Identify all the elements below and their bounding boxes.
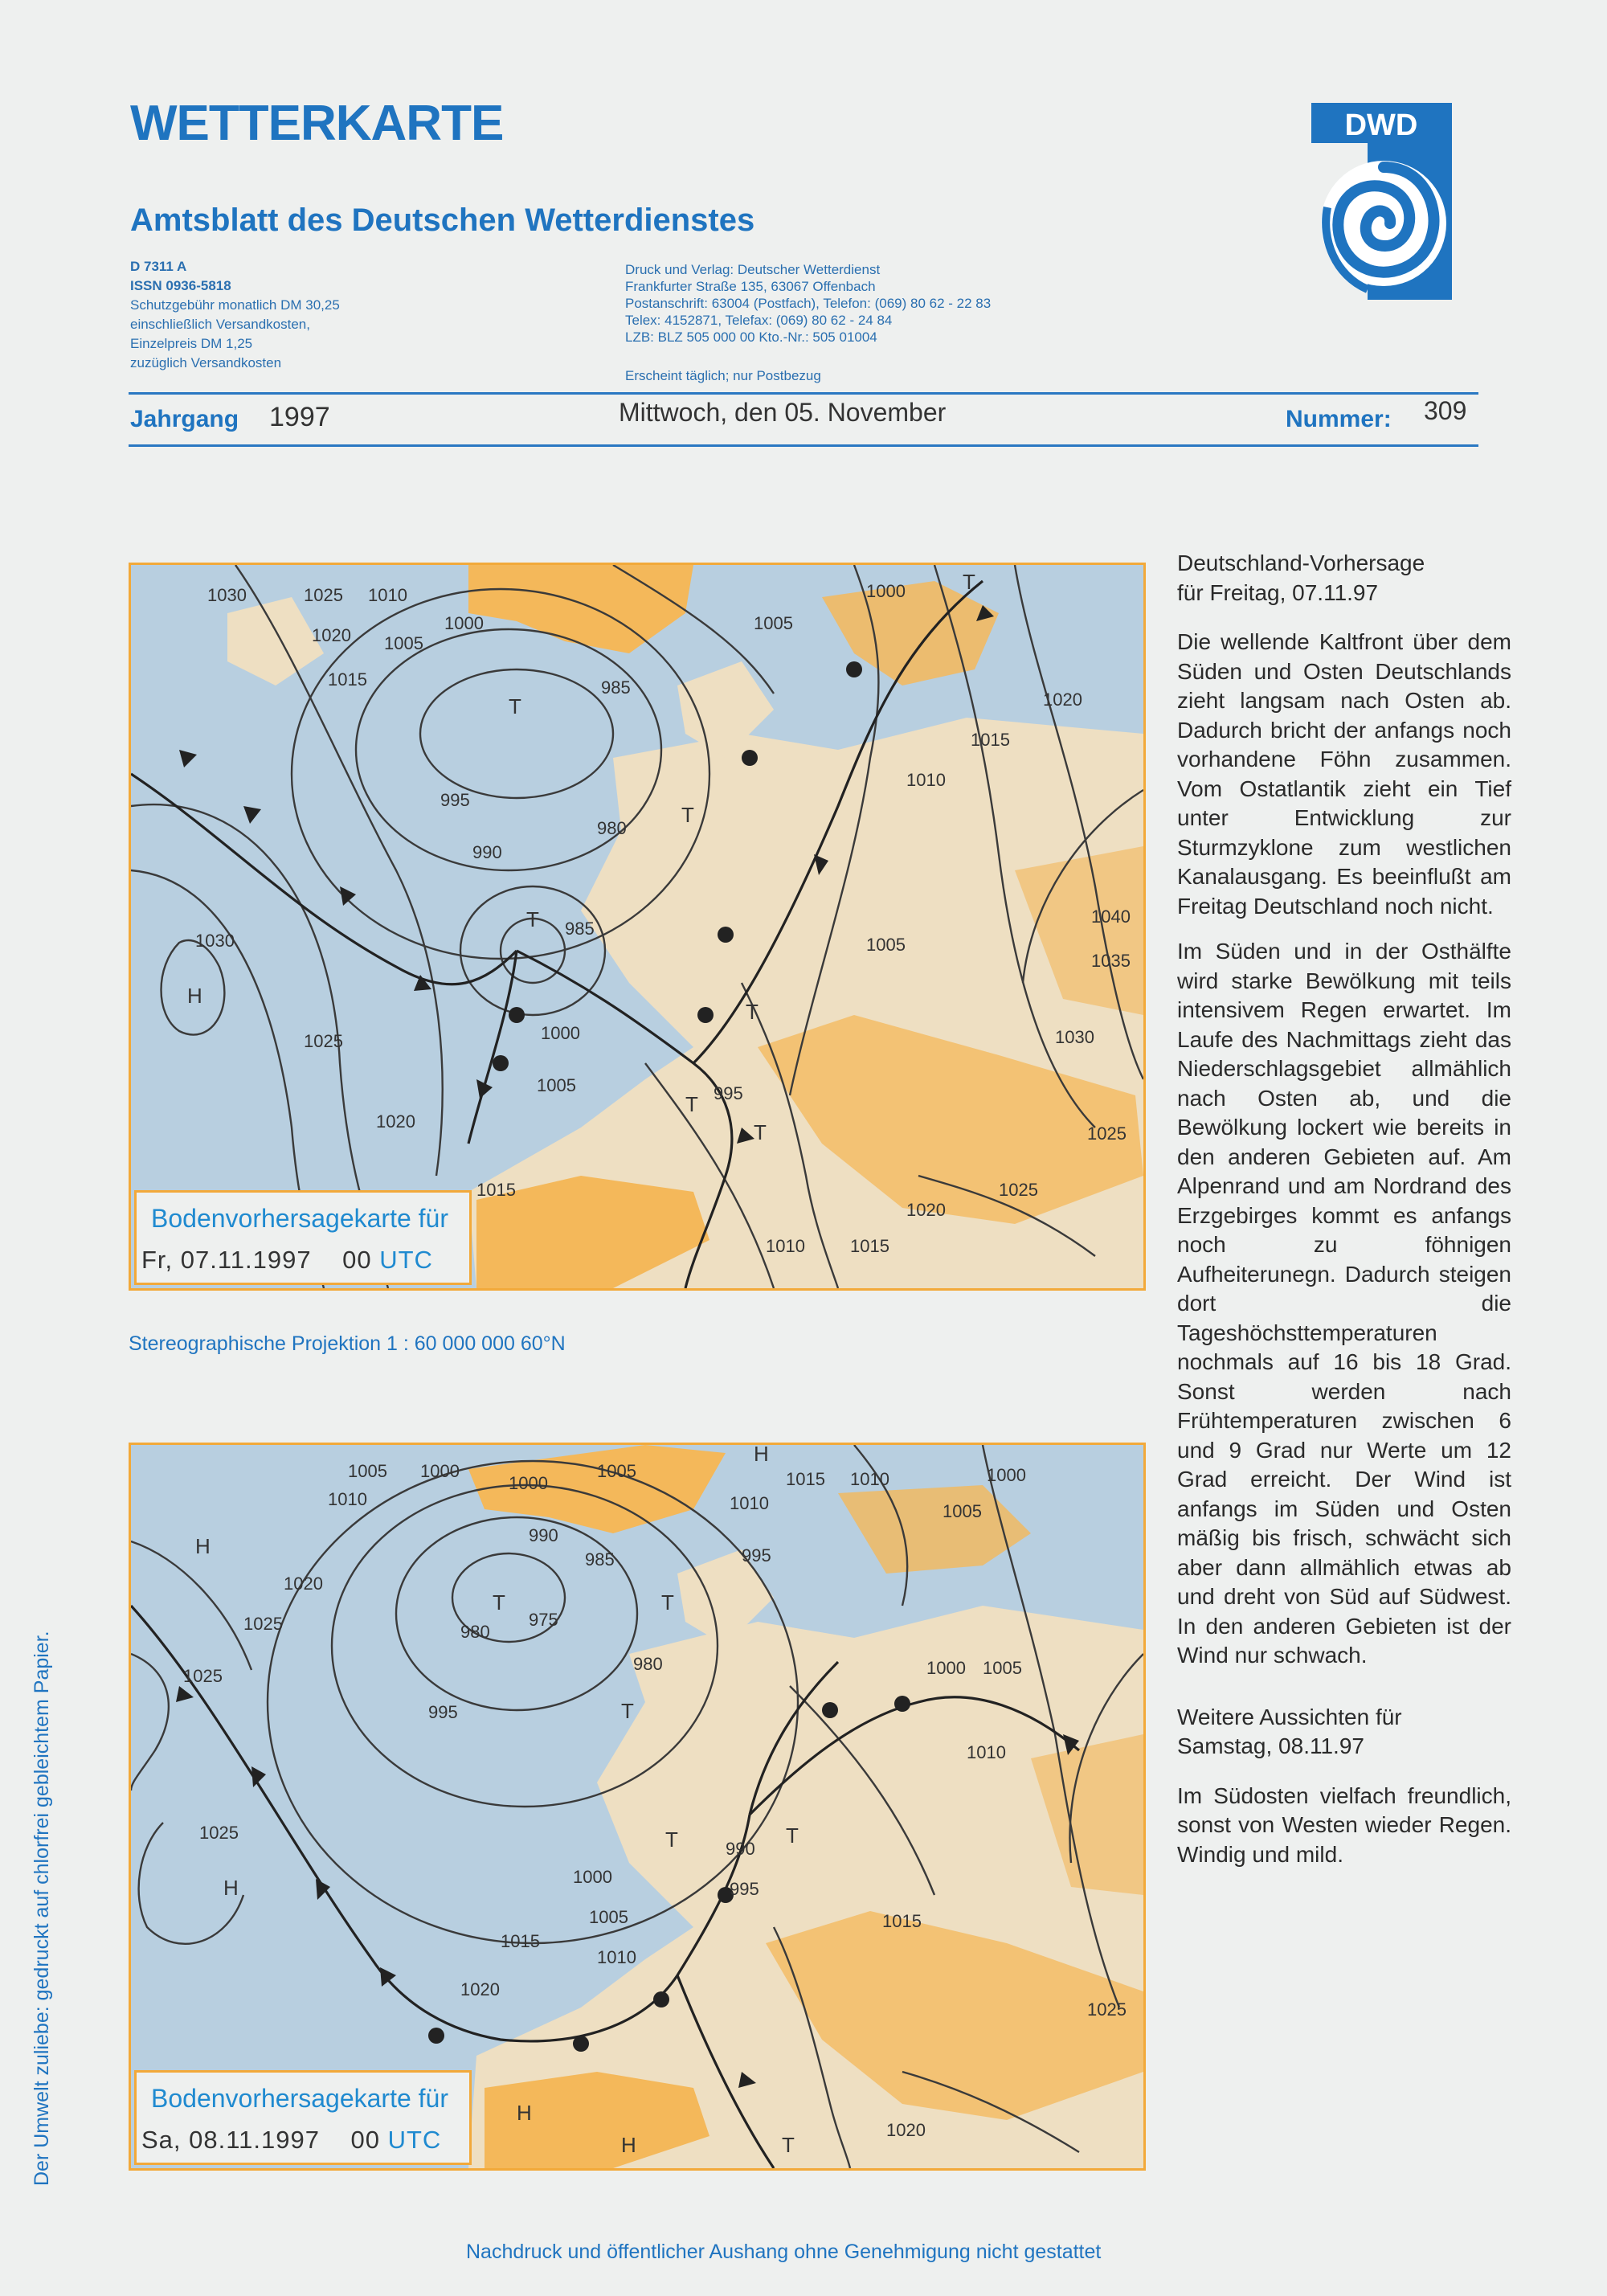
svg-text:T: T bbox=[782, 2133, 795, 2157]
forecast-column bbox=[1177, 549, 1511, 1885]
svg-text:1010: 1010 bbox=[766, 1236, 805, 1256]
svg-text:995: 995 bbox=[730, 1879, 759, 1899]
map-hour: 00 bbox=[342, 1246, 372, 1274]
subscription-info bbox=[130, 257, 340, 373]
forecast-heading-line: für Freitag, 07.11.97 bbox=[1177, 579, 1379, 605]
svg-text:1025: 1025 bbox=[999, 1180, 1038, 1200]
svg-text:T: T bbox=[746, 1000, 759, 1024]
svg-text:H: H bbox=[621, 2133, 636, 2157]
weather-map-2 bbox=[131, 1445, 1143, 2168]
svg-text:T: T bbox=[526, 907, 539, 931]
svg-text:1000: 1000 bbox=[987, 1465, 1026, 1485]
svg-text:1020: 1020 bbox=[312, 625, 351, 645]
svg-text:985: 985 bbox=[585, 1549, 615, 1570]
svg-text:1015: 1015 bbox=[882, 1911, 922, 1931]
svg-text:1035: 1035 bbox=[1091, 951, 1131, 971]
fee-line: zuzüglich Versandkosten bbox=[130, 355, 282, 370]
divider bbox=[129, 444, 1478, 447]
svg-text:995: 995 bbox=[742, 1545, 771, 1565]
publisher-info bbox=[625, 261, 991, 346]
svg-text:1015: 1015 bbox=[971, 730, 1010, 750]
svg-text:1010: 1010 bbox=[850, 1469, 889, 1489]
svg-text:1010: 1010 bbox=[967, 1742, 1006, 1762]
svg-text:1005: 1005 bbox=[754, 613, 793, 633]
svg-text:980: 980 bbox=[460, 1622, 490, 1642]
svg-text:985: 985 bbox=[601, 677, 631, 698]
svg-text:1000: 1000 bbox=[444, 613, 484, 633]
forecast-map-saturday bbox=[129, 1443, 1146, 2171]
outlook-heading bbox=[1177, 1703, 1511, 1762]
map-date: Sa, 08.11.1997 bbox=[141, 2126, 320, 2154]
appearance-note: Erscheint täglich; nur Postbezug bbox=[625, 368, 821, 383]
svg-text:1020: 1020 bbox=[906, 1200, 946, 1220]
environment-note: Der Umwelt zuliebe: gedruckt auf chlorfrei gebleichtem Papier. bbox=[31, 1631, 53, 2186]
svg-text:T: T bbox=[685, 1092, 698, 1116]
svg-text:1010: 1010 bbox=[906, 770, 946, 790]
forecast-heading bbox=[1177, 549, 1511, 608]
svg-text:1040: 1040 bbox=[1091, 907, 1131, 927]
fee-line: einschließlich Versandkosten, bbox=[130, 317, 310, 332]
forecast-paragraph: Im Süden und in der Osthälfte wird starke Bewölkung mit teils intensivem Regen erwartet. Im Laufe des Nachmittags zieht das Niederschlagsgebiet allmählich nach Osten ab, und die Bewölkung lockert wie bereits in den anderen Gebieten auf. Am Alpenrand und am Nordrand des Erzgebirges kommt es anfangs noch zu föhnigen Aufheiterunegn. Dadurch steigen dort die Tageshöchsttemperaturen nochmals auf 16 bis 18 Grad. Sonst werden nach Frühtemperaturen zwischen 6 und 9 Grad nur Werte um 12 Grad erreicht. Der Wind ist anfangs im Süden und Osten mäßig bis frisch, schwächt sich aber dann allmählich etwas ab und dreht von Süd auf Südwest. In den anderen Gebieten ist der Wind nur schwach. bbox=[1177, 939, 1511, 1668]
forecast-heading-line: Deutschland-Vorhersage bbox=[1177, 550, 1425, 575]
svg-text:1005: 1005 bbox=[983, 1658, 1022, 1678]
svg-text:1000: 1000 bbox=[573, 1867, 612, 1887]
volume-label: Jahrgang bbox=[130, 406, 239, 432]
svg-text:H: H bbox=[517, 2101, 532, 2125]
svg-text:1025: 1025 bbox=[304, 1031, 343, 1051]
map-caption bbox=[134, 2070, 472, 2165]
svg-text:T: T bbox=[493, 1590, 505, 1615]
svg-text:1005: 1005 bbox=[597, 1461, 636, 1481]
forecast-map-friday bbox=[129, 563, 1146, 1291]
svg-text:1020: 1020 bbox=[886, 2120, 926, 2140]
svg-text:1025: 1025 bbox=[1087, 1999, 1127, 2020]
svg-text:1020: 1020 bbox=[284, 1574, 323, 1594]
dwd-logo-icon bbox=[1311, 103, 1452, 300]
svg-text:1030: 1030 bbox=[195, 931, 235, 951]
svg-text:995: 995 bbox=[714, 1083, 743, 1103]
svg-text:1000: 1000 bbox=[866, 581, 906, 601]
svg-text:1030: 1030 bbox=[207, 585, 247, 605]
svg-text:990: 990 bbox=[529, 1525, 558, 1545]
map-caption-title: Bodenvorhersagekarte für bbox=[151, 1204, 448, 1233]
publisher-line: Druck und Verlag: Deutscher Wetterdienst bbox=[625, 262, 881, 277]
svg-text:T: T bbox=[963, 570, 975, 594]
svg-text:1000: 1000 bbox=[420, 1461, 460, 1481]
svg-text:1020: 1020 bbox=[1043, 690, 1082, 710]
map-utc: UTC bbox=[379, 1246, 433, 1274]
svg-text:H: H bbox=[195, 1534, 211, 1558]
svg-text:1015: 1015 bbox=[501, 1931, 540, 1951]
outlook-heading-line: Samstag, 08.11.97 bbox=[1177, 1733, 1364, 1758]
svg-text:H: H bbox=[223, 1876, 239, 1900]
forecast-paragraph: Die wellende Kaltfront über dem Süden und Osten Deutschlands zieht langsam nach Osten ab. Dadurch bricht der anfangs noch vorhandene Föhn zusammen. Vom Ostatlantik zieht ein Tief unter Entwicklung zur Sturmzyklone zum westlichen Kanalausgang. Es beeinflußt am Freitag Deutschland noch nicht. bbox=[1177, 629, 1511, 919]
svg-text:990: 990 bbox=[726, 1839, 755, 1859]
map-caption-date bbox=[141, 2126, 441, 2155]
svg-text:1000: 1000 bbox=[926, 1658, 966, 1678]
svg-text:1015: 1015 bbox=[328, 669, 367, 690]
svg-text:1005: 1005 bbox=[866, 935, 906, 955]
svg-text:1010: 1010 bbox=[597, 1947, 636, 1967]
svg-text:1025: 1025 bbox=[1087, 1123, 1127, 1144]
svg-text:H: H bbox=[187, 984, 202, 1008]
map-caption-title: Bodenvorhersagekarte für bbox=[151, 2084, 448, 2113]
svg-text:T: T bbox=[786, 1823, 799, 1848]
map-date: Fr, 07.11.1997 bbox=[141, 1246, 312, 1274]
volume-value: 1997 bbox=[269, 402, 330, 432]
svg-text:1000: 1000 bbox=[541, 1023, 580, 1043]
weather-map-1 bbox=[131, 565, 1143, 1288]
svg-text:T: T bbox=[621, 1699, 634, 1723]
svg-text:1025: 1025 bbox=[243, 1614, 283, 1634]
projection-note: Stereographische Projektion 1 : 60 000 000 60°N bbox=[129, 1332, 566, 1355]
svg-text:985: 985 bbox=[565, 919, 595, 939]
svg-text:H: H bbox=[754, 1445, 769, 1466]
svg-text:T: T bbox=[665, 1827, 678, 1852]
svg-text:995: 995 bbox=[428, 1702, 458, 1722]
svg-text:1015: 1015 bbox=[786, 1469, 825, 1489]
svg-text:1030: 1030 bbox=[1055, 1027, 1094, 1047]
map-caption-date bbox=[141, 1246, 433, 1275]
svg-text:1000: 1000 bbox=[509, 1473, 548, 1493]
fee-line: Einzelpreis DM 1,25 bbox=[130, 336, 253, 351]
publisher-line: Postanschrift: 63004 (Postfach), Telefon: (069) 80 62 - 22 83 bbox=[625, 296, 992, 311]
number-label: Nummer: bbox=[1286, 406, 1392, 432]
publisher-line: Frankfurter Straße 135, 63067 Offenbach bbox=[625, 279, 876, 294]
map-utc: UTC bbox=[387, 2126, 442, 2154]
svg-text:1020: 1020 bbox=[460, 1979, 500, 1999]
outlook-paragraph: Im Südosten vielfach freundlich, sonst von Westen wieder Regen. Windig und mild. bbox=[1177, 1782, 1511, 1867]
svg-text:1020: 1020 bbox=[376, 1111, 415, 1132]
svg-text:975: 975 bbox=[529, 1610, 558, 1630]
svg-text:1005: 1005 bbox=[348, 1461, 387, 1481]
svg-text:T: T bbox=[509, 694, 521, 718]
publisher-line: LZB: BLZ 505 000 00 Kto.-Nr.: 505 01004 bbox=[625, 329, 877, 345]
svg-text:T: T bbox=[754, 1120, 767, 1144]
svg-text:1005: 1005 bbox=[943, 1501, 982, 1521]
svg-text:T: T bbox=[681, 803, 694, 827]
svg-text:990: 990 bbox=[472, 842, 502, 862]
svg-text:995: 995 bbox=[440, 790, 470, 810]
svg-text:1005: 1005 bbox=[384, 633, 423, 653]
svg-text:1010: 1010 bbox=[328, 1489, 367, 1509]
publisher-line: Telex: 4152871, Telefax: (069) 80 62 - 24 84 bbox=[625, 313, 893, 328]
svg-text:1005: 1005 bbox=[589, 1907, 628, 1927]
svg-text:1025: 1025 bbox=[304, 585, 343, 605]
outlook-heading-line: Weitere Aussichten für bbox=[1177, 1704, 1402, 1729]
svg-text:980: 980 bbox=[597, 818, 627, 838]
svg-text:1010: 1010 bbox=[730, 1493, 769, 1513]
svg-text:1010: 1010 bbox=[368, 585, 407, 605]
svg-text:1005: 1005 bbox=[537, 1075, 576, 1095]
divider bbox=[129, 392, 1478, 395]
page-subtitle: Amtsblatt des Deutschen Wetterdienstes bbox=[130, 203, 755, 238]
svg-text:T: T bbox=[661, 1590, 674, 1615]
issn: ISSN 0936-5818 bbox=[130, 278, 231, 293]
svg-text:1015: 1015 bbox=[850, 1236, 889, 1256]
map-caption bbox=[134, 1190, 472, 1285]
footer-note: Nachdruck und öffentlicher Aushang ohne Genehmigung nicht gestattet bbox=[466, 2241, 1102, 2263]
svg-text:1015: 1015 bbox=[476, 1180, 516, 1200]
svg-text:1025: 1025 bbox=[199, 1823, 239, 1843]
svg-text:980: 980 bbox=[633, 1654, 663, 1674]
issue-date: Mittwoch, den 05. November bbox=[619, 398, 947, 427]
svg-text:1025: 1025 bbox=[183, 1666, 223, 1686]
id-line: D 7311 A bbox=[130, 259, 187, 274]
map-hour: 00 bbox=[350, 2126, 380, 2154]
fee-line: Schutzgebühr monatlich DM 30,25 bbox=[130, 297, 340, 313]
number-value: 309 bbox=[1424, 396, 1467, 425]
logo-text: DWD bbox=[1344, 108, 1418, 142]
page-title: WETTERKARTE bbox=[130, 96, 504, 151]
